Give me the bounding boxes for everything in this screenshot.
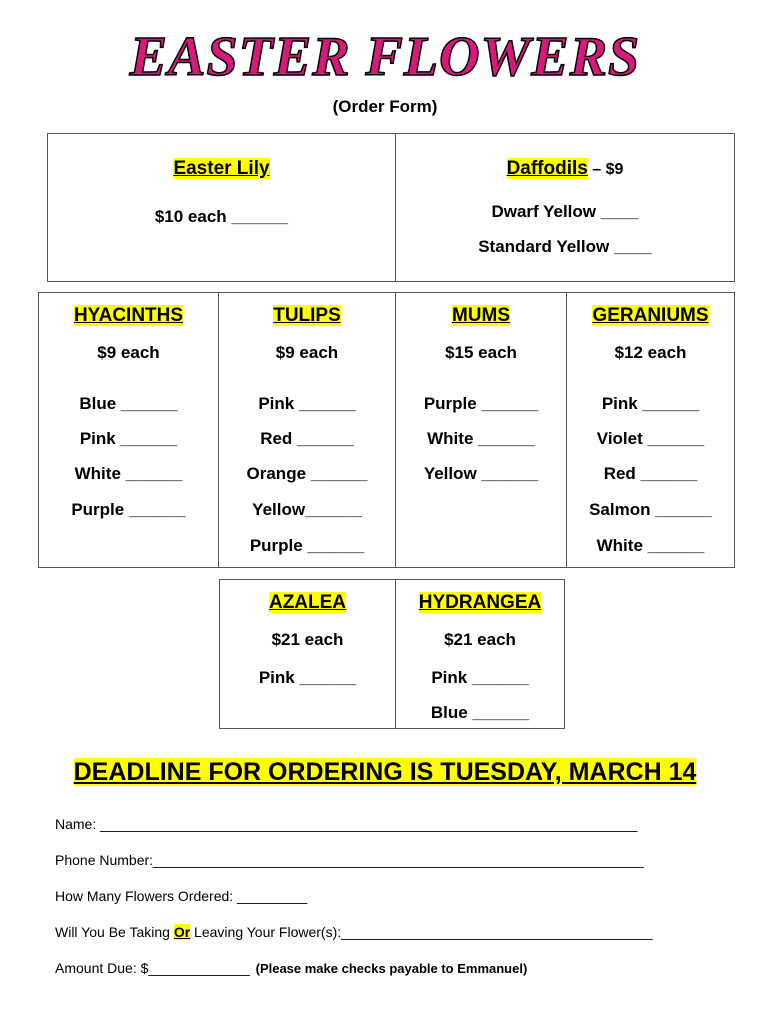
tulips-column [218, 293, 395, 567]
hydrangea-price: $21 each [444, 630, 516, 649]
deadline-notice [0, 758, 770, 787]
standard-yellow-line[interactable]: Standard Yellow ____ [478, 237, 652, 256]
hydrangea-column [395, 580, 564, 728]
hydrangea-heading [396, 592, 564, 614]
tulip-purple-line[interactable]: Purple ______ [249, 536, 365, 555]
easter-lily-heading [48, 158, 395, 180]
geranium-pink-line[interactable]: Pink ______ [601, 394, 700, 413]
daffodils-price: – $9 [587, 161, 624, 178]
mums-name: MUMS [451, 305, 511, 326]
how-many-field[interactable]: How Many Flowers Ordered: _________ [55, 888, 308, 904]
middle-order-box [38, 292, 735, 568]
azalea-heading [220, 592, 395, 614]
easter-lily-name: Easter Lily [173, 158, 270, 179]
daffodils-heading [396, 158, 734, 180]
tulip-pink-line[interactable]: Pink ______ [258, 394, 356, 413]
geranium-white-line[interactable]: White ______ [596, 536, 705, 555]
name-field[interactable]: Name: _____________________________________________________________________ [55, 816, 638, 832]
hyacinths-name: HYACINTHS [73, 305, 184, 326]
mums-heading [396, 305, 566, 327]
geranium-violet-line[interactable]: Violet ______ [596, 429, 705, 448]
page-title: EASTER FLOWERS [129, 26, 641, 88]
taking-text-pre: Will You Be Taking [55, 924, 174, 940]
page-subtitle: (Order Form) [332, 97, 438, 116]
tulip-red-line[interactable]: Red ______ [260, 429, 354, 448]
dwarf-yellow-line[interactable]: Dwarf Yellow ____ [491, 202, 639, 221]
amount-due-field[interactable] [55, 960, 527, 976]
hyacinth-purple-line[interactable]: Purple ______ [71, 500, 186, 519]
geraniums-heading [567, 305, 734, 327]
or-highlight: Or [173, 924, 191, 940]
phone-field[interactable]: Phone Number:_______________________________________________________________ [55, 852, 644, 868]
azalea-column [220, 580, 395, 728]
payment-note: (Please make checks payable to Emmanuel) [255, 961, 528, 976]
azalea-price: $21 each [271, 630, 344, 649]
geranium-red-line[interactable]: Red ______ [603, 464, 698, 483]
mum-yellow-line[interactable]: Yellow ______ [423, 464, 539, 483]
tulip-orange-line[interactable]: Orange ______ [246, 464, 368, 483]
top-order-box [47, 133, 735, 282]
mum-purple-line[interactable]: Purple ______ [423, 394, 539, 413]
easter-lily-price-line[interactable]: $10 each ______ [154, 207, 289, 226]
tulips-heading [219, 305, 395, 327]
easter-lily-cell [48, 134, 395, 281]
geraniums-column [566, 293, 734, 567]
tulip-yellow-line[interactable]: Yellow______ [252, 500, 362, 519]
tulips-price: $9 each [275, 343, 339, 362]
daffodils-cell [395, 134, 734, 281]
mums-price: $15 each [445, 343, 517, 362]
hyacinth-pink-line[interactable]: Pink ______ [79, 429, 178, 448]
deadline-text: DEADLINE FOR ORDERING IS TUESDAY, MARCH 14 [73, 758, 697, 786]
mum-white-line[interactable]: White ______ [427, 429, 535, 448]
taking-text-post: Leaving Your Flower(s):________________________________________ [190, 924, 653, 940]
geraniums-name: GERANIUMS [592, 305, 709, 326]
daffodils-name: Daffodils [506, 158, 588, 179]
hyacinths-price: $9 each [97, 343, 160, 362]
hyacinth-white-line[interactable]: White ______ [74, 464, 183, 483]
hyacinths-heading [39, 305, 218, 327]
bottom-order-box [219, 579, 565, 729]
hydrangea-name: HYDRANGEA [418, 592, 542, 613]
hydrangea-pink-line[interactable]: Pink ______ [431, 668, 529, 687]
geraniums-price: $12 each [614, 343, 687, 362]
geranium-salmon-line[interactable]: Salmon ______ [589, 500, 712, 519]
mums-column [395, 293, 566, 567]
azalea-pink-line[interactable]: Pink ______ [258, 668, 357, 687]
amount-due-text: Amount Due: $_____________ [55, 960, 250, 976]
azalea-name: AZALEA [268, 592, 347, 613]
hyacinths-column [39, 293, 218, 567]
hyacinth-blue-line[interactable]: Blue ______ [79, 394, 178, 413]
tulips-name: TULIPS [273, 305, 341, 326]
hydrangea-blue-line[interactable]: Blue ______ [430, 703, 530, 722]
taking-leaving-field[interactable] [55, 924, 653, 940]
